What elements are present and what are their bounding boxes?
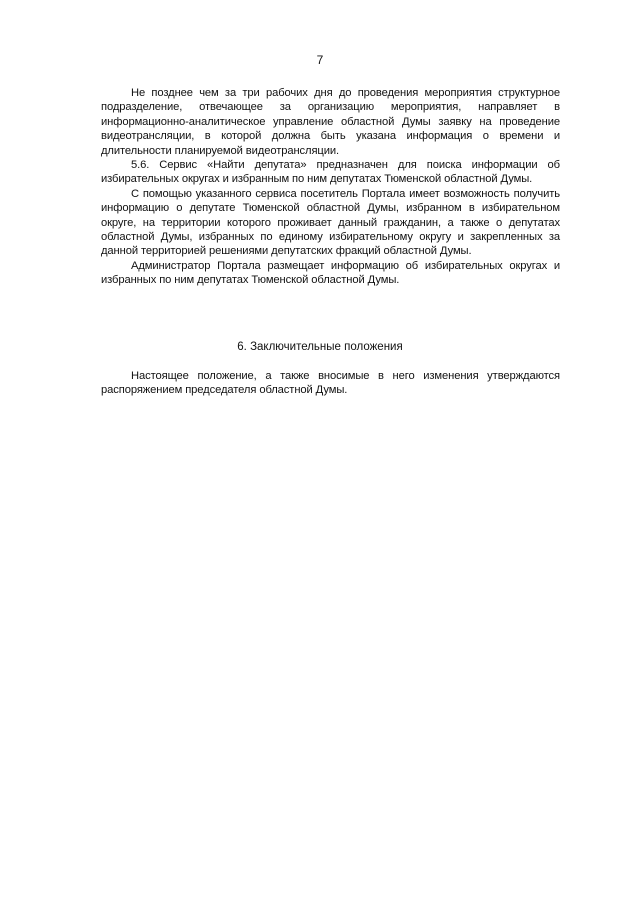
paragraph-administrator: Администратор Портала размещает информацию об избирательных округах и избранных по ним депутатах Тюменской областной Думы. [101, 259, 560, 287]
paragraph-service-usage: С помощью указанного сервиса посетитель Портала имеет возможность получить информацию о депутате Тюменской областной Думы, избранном в избирательном округе, на территории которого проживает данный гражданин, а также о депутатах областной Думы, избранных по единому избирательному округу и закрепленных за данной территорией решениями депутатских фракций областной Думы. [101, 187, 560, 258]
section-heading: 6. Заключительные положения [237, 341, 403, 353]
page-number: 7 [316, 53, 324, 67]
paragraph-find-deputy-service: 5.6. Сервис «Найти депутата» предназначен для поиска информации об избирательных округах и избранным по ним депутатах Тюменской областной Думы. [101, 159, 560, 186]
paragraph-final-provisions: Настоящее положение, а также вносимые в него изменения утверждаются распоряжением председателя областной Думы. [101, 370, 560, 397]
paragraph-video-request: Не позднее чем за три рабочих дня до проведения мероприятия структурное подразделение, отвечающее за организацию мероприятия, направляет в информационно-аналитическое управление областной Думы заявку на проведение видеотрансляции, в которой должна быть указана информация о времени и длительности планируемой видеотрансляции. [101, 87, 560, 157]
section-6-text [101, 369, 560, 398]
section-5-text [101, 86, 560, 288]
